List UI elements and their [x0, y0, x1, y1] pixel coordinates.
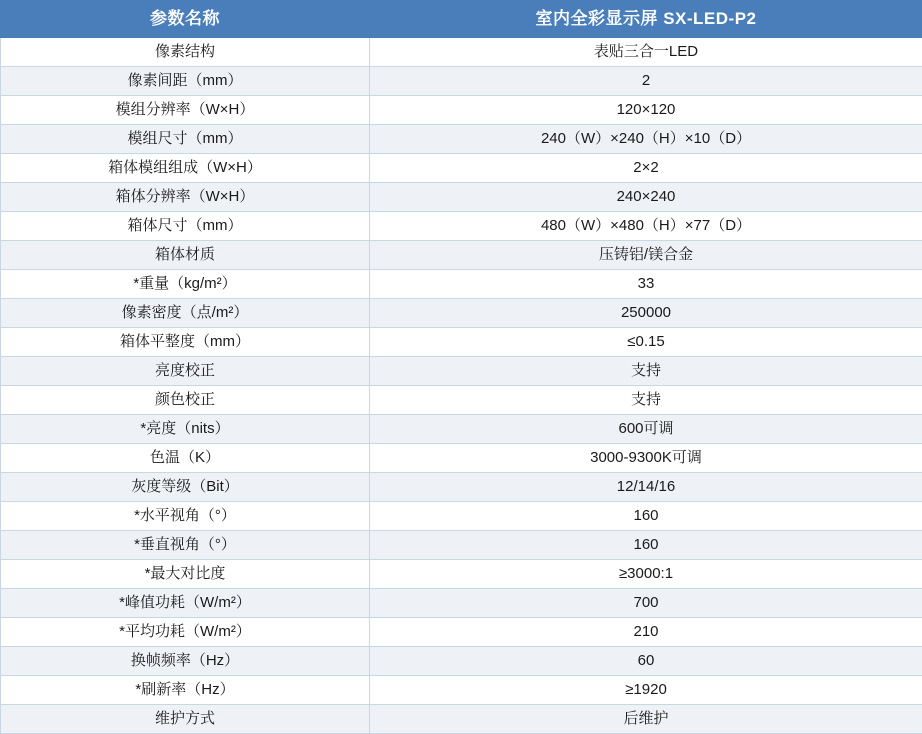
parameter-name-cell: 模组分辨率（W×H）: [1, 96, 370, 125]
parameter-value-cell: 后维护: [370, 705, 922, 734]
table-row: [1, 560, 922, 589]
table-header: [1, 1, 922, 38]
parameter-name-cell: 像素间距（mm）: [1, 67, 370, 96]
table-body: [1, 38, 922, 734]
table-row: [1, 473, 922, 502]
table-row: [1, 705, 922, 734]
parameter-value-cell: 3000-9300K可调: [370, 444, 922, 473]
parameter-name-cell: 维护方式: [1, 705, 370, 734]
table-row: [1, 328, 922, 357]
parameter-name-cell: *垂直视角（°）: [1, 531, 370, 560]
parameter-name-cell: *重量（kg/m²）: [1, 270, 370, 299]
table-row: [1, 415, 922, 444]
table-row: [1, 125, 922, 154]
parameter-name-cell: 像素密度（点/m²）: [1, 299, 370, 328]
parameter-value-cell: ≥3000:1: [370, 560, 922, 589]
table-row: [1, 67, 922, 96]
parameter-value-cell: 120×120: [370, 96, 922, 125]
table-row: [1, 241, 922, 270]
parameter-name-cell: 颜色校正: [1, 386, 370, 415]
table-row: [1, 270, 922, 299]
parameter-value-cell: 250000: [370, 299, 922, 328]
table-row: [1, 299, 922, 328]
parameter-name-cell: *最大对比度: [1, 560, 370, 589]
parameter-name-cell: 箱体分辨率（W×H）: [1, 183, 370, 212]
table-row: [1, 647, 922, 676]
table-row: [1, 212, 922, 241]
parameter-value-cell: 2: [370, 67, 922, 96]
parameter-value-cell: 12/14/16: [370, 473, 922, 502]
parameter-name-cell: *亮度（nits）: [1, 415, 370, 444]
parameter-name-cell: 换帧频率（Hz）: [1, 647, 370, 676]
parameter-value-cell: 压铸铝/镁合金: [370, 241, 922, 270]
parameter-name-cell: *平均功耗（W/m²）: [1, 618, 370, 647]
table-row: [1, 502, 922, 531]
parameter-name-cell: 色温（K）: [1, 444, 370, 473]
table-row: [1, 676, 922, 705]
parameter-name-cell: 箱体模组组成（W×H）: [1, 154, 370, 183]
parameter-value-cell: 600可调: [370, 415, 922, 444]
parameter-value-cell: 700: [370, 589, 922, 618]
parameter-name-cell: 箱体平整度（mm）: [1, 328, 370, 357]
parameter-value-cell: 240×240: [370, 183, 922, 212]
table-row: [1, 38, 922, 67]
parameter-value-cell: 160: [370, 531, 922, 560]
table-row: [1, 357, 922, 386]
parameter-value-cell: ≥1920: [370, 676, 922, 705]
parameter-value-cell: 支持: [370, 357, 922, 386]
table-row: [1, 618, 922, 647]
parameter-name-cell: 模组尺寸（mm）: [1, 125, 370, 154]
table-row: [1, 444, 922, 473]
header-parameter-name: 参数名称: [1, 1, 370, 38]
parameter-name-cell: 箱体材质: [1, 241, 370, 270]
parameter-value-cell: ≤0.15: [370, 328, 922, 357]
parameter-name-cell: *峰值功耗（W/m²）: [1, 589, 370, 618]
parameter-value-cell: 240（W）×240（H）×10（D）: [370, 125, 922, 154]
parameter-value-cell: 210: [370, 618, 922, 647]
table-header-row: [1, 1, 922, 38]
parameter-value-cell: 2×2: [370, 154, 922, 183]
parameter-value-cell: 支持: [370, 386, 922, 415]
parameter-name-cell: *刷新率（Hz）: [1, 676, 370, 705]
header-product-model: 室内全彩显示屏 SX-LED-P2: [370, 1, 922, 38]
parameter-value-cell: 60: [370, 647, 922, 676]
table-row: [1, 386, 922, 415]
parameter-name-cell: 像素结构: [1, 38, 370, 67]
parameter-value-cell: 表贴三合一LED: [370, 38, 922, 67]
table-row: [1, 531, 922, 560]
table-row: [1, 154, 922, 183]
table-row: [1, 183, 922, 212]
parameter-name-cell: 灰度等级（Bit）: [1, 473, 370, 502]
parameter-value-cell: 33: [370, 270, 922, 299]
parameter-name-cell: *水平视角（°）: [1, 502, 370, 531]
parameter-value-cell: 480（W）×480（H）×77（D）: [370, 212, 922, 241]
table-row: [1, 96, 922, 125]
parameter-name-cell: 亮度校正: [1, 357, 370, 386]
table-row: [1, 589, 922, 618]
parameter-value-cell: 160: [370, 502, 922, 531]
parameter-name-cell: 箱体尺寸（mm）: [1, 212, 370, 241]
